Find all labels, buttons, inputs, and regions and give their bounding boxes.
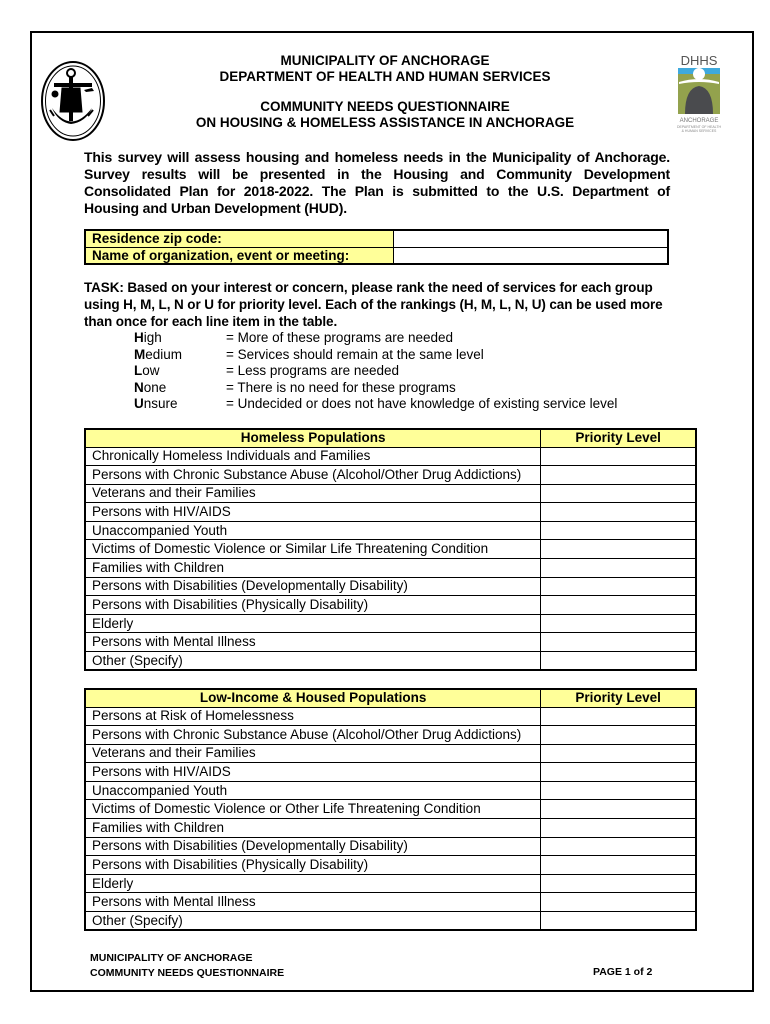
- organization-label: Name of organization, event or meeting:: [85, 247, 393, 264]
- header-line-2: DEPARTMENT OF HEALTH AND HUMAN SERVICES: [219, 69, 551, 84]
- respondent-info-table: [84, 229, 669, 265]
- header-title: [130, 99, 640, 131]
- table-row: [85, 521, 696, 540]
- task-instructions: TASK: Based on your interest or concern, please rank the need of services for each group using H, M, L, N or U for priority level. Each of the rankings (H, M, L, N, U) can be used more than once for each line item in the table.: [84, 280, 663, 329]
- priority-level-field[interactable]: [541, 614, 696, 633]
- page-number: PAGE 1 of 2: [593, 966, 653, 978]
- table-header-row: [85, 689, 696, 707]
- header-line-4: ON HOUSING & HOMELESS ASSISTANCE IN ANCHORAGE: [195, 115, 575, 130]
- population-name: Persons with Disabilities (Developmentally Disability): [85, 837, 541, 856]
- priority-level-field[interactable]: [541, 707, 696, 726]
- legend-desc: = Less programs are needed: [226, 363, 399, 378]
- table-header-row: [85, 429, 696, 447]
- population-name: Families with Children: [85, 559, 541, 578]
- table-row: [85, 559, 696, 578]
- zip-code-label: Residence zip code:: [85, 230, 393, 247]
- population-name: Other (Specify): [85, 652, 541, 671]
- footer-left: [90, 951, 284, 981]
- zip-code-field[interactable]: [393, 230, 668, 247]
- footer-line-2: COMMUNITY NEEDS QUESTIONNAIRE: [90, 967, 285, 979]
- population-name: Elderly: [85, 614, 541, 633]
- table-row: [85, 856, 696, 875]
- priority-level-field[interactable]: [541, 596, 696, 615]
- population-name: Chronically Homeless Individuals and Families: [85, 447, 541, 466]
- table-row: [85, 484, 696, 503]
- table-row: [85, 596, 696, 615]
- priority-level-field[interactable]: [541, 540, 696, 559]
- population-name: Persons with HIV/AIDS: [85, 503, 541, 522]
- table-row: [85, 614, 696, 633]
- priority-level-field[interactable]: [541, 856, 696, 875]
- population-name: Other (Specify): [85, 912, 541, 931]
- table-row: [85, 466, 696, 485]
- priority-level-field[interactable]: [541, 819, 696, 838]
- population-name: Persons with Chronic Substance Abuse (Alcohol/Other Drug Addictions): [85, 726, 541, 745]
- priority-level-field[interactable]: [541, 577, 696, 596]
- table-row: [85, 503, 696, 522]
- header-organization: [130, 53, 640, 85]
- priority-level-field[interactable]: [541, 874, 696, 893]
- dhhs-logo-title: DHHS: [680, 53, 718, 68]
- organization-field[interactable]: [393, 247, 668, 264]
- population-name: Persons with Mental Illness: [85, 633, 541, 652]
- legend-row-medium: Medium = Services should remain at the same level: [134, 346, 484, 362]
- table-row: [85, 819, 696, 838]
- table-row: [85, 707, 696, 726]
- table-row: [85, 893, 696, 912]
- priority-level-field[interactable]: [541, 726, 696, 745]
- table-row: [85, 652, 696, 671]
- priority-level-field[interactable]: [541, 837, 696, 856]
- population-name: Elderly: [85, 874, 541, 893]
- priority-level-field[interactable]: [541, 893, 696, 912]
- population-name: Persons with Mental Illness: [85, 893, 541, 912]
- footer-line-1: MUNICIPALITY OF ANCHORAGE: [90, 952, 253, 964]
- priority-level-field[interactable]: [541, 447, 696, 466]
- table-row: [85, 781, 696, 800]
- legend-desc: = There is no need for these programs: [226, 379, 456, 395]
- population-name: Unaccompanied Youth: [85, 781, 541, 800]
- table-row: [85, 577, 696, 596]
- dhhs-logo-icon: [673, 52, 725, 138]
- priority-level-field[interactable]: [541, 484, 696, 503]
- priority-level-field[interactable]: [541, 559, 696, 578]
- info-row-organization: [85, 247, 668, 264]
- legend-desc: = More of these programs are needed: [226, 330, 454, 345]
- header-line-3: COMMUNITY NEEDS QUESTIONNAIRE: [260, 99, 510, 114]
- table-row: [85, 540, 696, 559]
- table-row: [85, 633, 696, 652]
- priority-level-field[interactable]: [541, 652, 696, 671]
- population-name: Persons with Chronic Substance Abuse (Alcohol/Other Drug Addictions): [85, 466, 541, 485]
- priority-legend: [134, 329, 617, 412]
- table-row: [85, 744, 696, 763]
- population-name: Unaccompanied Youth: [85, 521, 541, 540]
- table-row: [85, 726, 696, 745]
- priority-level-field[interactable]: [541, 633, 696, 652]
- population-name: Families with Children: [85, 819, 541, 838]
- population-name: Veterans and their Families: [85, 744, 541, 763]
- legend-desc: = Undecided or does not have knowledge of existing service level: [226, 396, 618, 411]
- table-row: [85, 874, 696, 893]
- column-header-priority: Priority Level: [541, 429, 696, 447]
- table-row: [85, 837, 696, 856]
- priority-level-field[interactable]: [541, 781, 696, 800]
- housed-populations-table: [84, 688, 697, 931]
- population-name: Persons with Disabilities (Developmentally Disability): [85, 577, 541, 596]
- population-name: Persons with Disabilities (Physically Disability): [85, 856, 541, 875]
- legend-row-unsure: Unsure = Undecided or does not have knowledge of existing service level: [134, 396, 618, 411]
- svg-text:DEPARTMENT OF HEALTH: DEPARTMENT OF HEALTH: [676, 125, 722, 129]
- column-header-population: Homeless Populations: [85, 429, 541, 447]
- svg-text:& HUMAN SERVICES: & HUMAN SERVICES: [681, 129, 717, 133]
- svg-text:ANCHORAGE: ANCHORAGE: [679, 118, 719, 124]
- priority-level-field[interactable]: [541, 744, 696, 763]
- homeless-populations-table: [84, 428, 697, 671]
- info-row-zip: [85, 230, 668, 247]
- population-name: Victims of Domestic Violence or Similar Life Threatening Condition: [85, 540, 541, 559]
- population-name: Veterans and their Families: [85, 484, 541, 503]
- table-row: [85, 912, 696, 931]
- priority-level-field[interactable]: [541, 521, 696, 540]
- legend-row-none: None = There is no need for these programs: [134, 379, 456, 395]
- priority-level-field[interactable]: [541, 912, 696, 931]
- header-line-1: MUNICIPALITY OF ANCHORAGE: [280, 53, 490, 68]
- priority-level-field[interactable]: [541, 466, 696, 485]
- table-row: [85, 447, 696, 466]
- population-name: Persons with Disabilities (Physically Disability): [85, 596, 541, 615]
- population-name: Victims of Domestic Violence or Other Life Threatening Condition: [85, 800, 541, 819]
- priority-level-field[interactable]: [541, 503, 696, 522]
- table-row: [85, 763, 696, 782]
- population-name: Persons at Risk of Homelessness: [85, 707, 541, 726]
- table-row: [85, 800, 696, 819]
- legend-row-low: Low = Less programs are needed: [134, 363, 399, 378]
- legend-row-high: High = More of these programs are needed: [134, 330, 454, 345]
- population-name: Persons with HIV/AIDS: [85, 763, 541, 782]
- column-header-priority: Priority Level: [541, 689, 696, 707]
- priority-level-field[interactable]: [541, 763, 696, 782]
- legend-desc: = Services should remain at the same level: [226, 346, 484, 362]
- column-header-population: Low-Income & Housed Populations: [85, 689, 541, 707]
- intro-paragraph: This survey will assess housing and homeless needs in the Municipality of Anchorage. Survey results will be presented in the Housing and Community Development Consolidated Plan for 2018-2022. The Plan is submitted to the U.S. Department of Housing and Urban Development (HUD).: [84, 149, 670, 216]
- priority-level-field[interactable]: [541, 800, 696, 819]
- municipality-seal-icon: [40, 60, 106, 142]
